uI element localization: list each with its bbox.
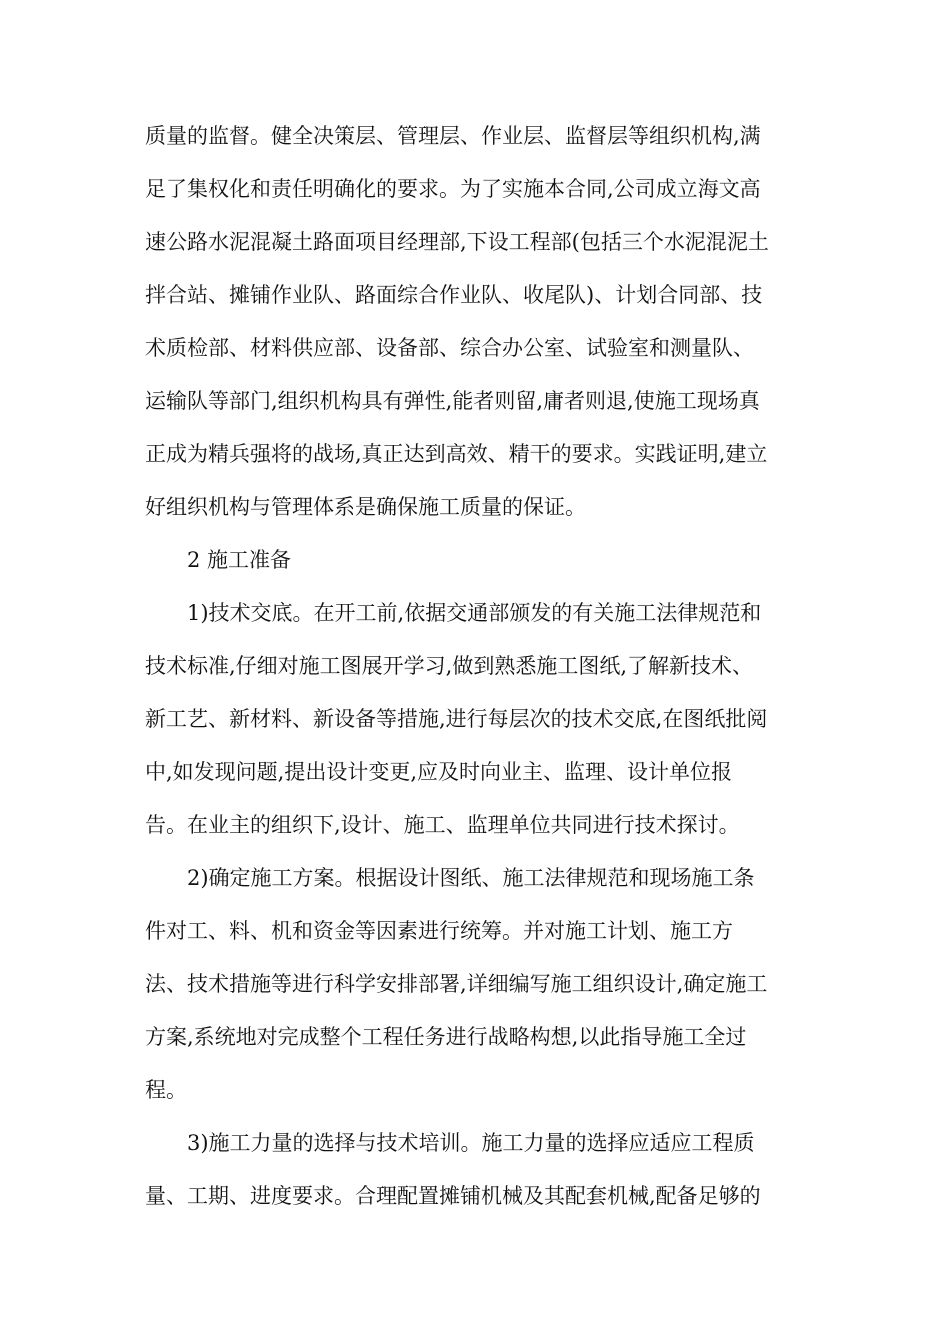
text-line: 正成为精兵强将的战场,真正达到高效、精干的要求。实践证明,建立 — [145, 442, 768, 466]
text-line: 量、工期、进度要求。合理配置摊铺机械及其配套机械,配备足够的 — [145, 1184, 761, 1208]
text-line: 程。 — [145, 1078, 187, 1102]
text-line: 1)技术交底。在开工前,依据交通部颁发的有关施工法律规范和 — [187, 601, 762, 625]
text-line: 2)确定施工方案。根据设计图纸、施工法律规范和现场施工条 — [187, 866, 755, 890]
section-heading: 2 施工准备 — [187, 548, 292, 572]
text-line: 质量的监督。健全决策层、管理层、作业层、监督层等组织机构,满 — [145, 124, 761, 148]
text-line: 拌合站、摊铺作业队、路面综合作业队、收尾队)、计划合同部、技 — [145, 283, 763, 307]
text-line: 运输队等部门,组织机构具有弹性,能者则留,庸者则退,使施工现场真 — [145, 389, 760, 413]
text-line: 足了集权化和责任明确化的要求。为了实施本合同,公司成立海文高 — [145, 177, 761, 201]
text-line: 中,如发现问题,提出设计变更,应及时向业主、监理、设计单位报 — [145, 760, 733, 784]
text-line: 新工艺、新材料、新设备等措施,进行每层次的技术交底,在图纸批阅 — [145, 707, 768, 731]
text-line: 法、技术措施等进行科学安排部署,详细编写施工组织设计,确定施工 — [145, 972, 768, 996]
text-line: 速公路水泥混凝土路面项目经理部,下设工程部(包括三个水泥混泥土 — [145, 230, 769, 254]
text-line: 好组织机构与管理体系是确保施工质量的保证。 — [145, 495, 586, 519]
text-line: 件对工、料、机和资金等因素进行统筹。并对施工计划、施工方 — [145, 919, 733, 943]
text-line: 术质检部、材料供应部、设备部、综合办公室、试验室和测量队、 — [145, 336, 754, 360]
text-line: 3)施工力量的选择与技术培训。施工力量的选择应适应工程质 — [187, 1131, 755, 1155]
text-line: 技术标准,仔细对施工图展开学习,做到熟悉施工图纸,了解新技术、 — [145, 654, 754, 678]
text-line: 方案,系统地对完成整个工程任务进行战略构想,以此指导施工全过 — [145, 1025, 747, 1049]
text-line: 告。在业主的组织下,设计、施工、监理单位共同进行技术探讨。 — [145, 813, 740, 837]
